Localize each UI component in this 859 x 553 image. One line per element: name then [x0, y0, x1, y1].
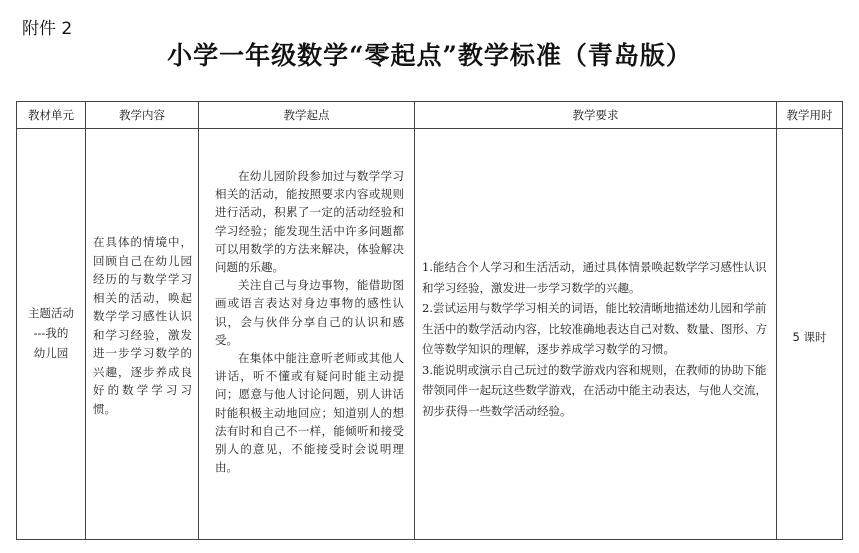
unit-line: ---我的	[33, 326, 69, 340]
attachment-label: 附件 2	[22, 19, 73, 39]
column-header-requirements: 教学要求	[415, 102, 777, 129]
unit-name	[21, 303, 81, 363]
requirement-item: 2.尝试运用与数学学习相关的词语，能比较清晰地描述幼儿园和学前生活中的数学活动内容，比较准确地表达自己对数、数量、图形、方位等数学知识的理解，逐步养成学习数学的习惯。	[422, 301, 767, 356]
column-header-starting-point: 教学起点	[199, 102, 415, 129]
cell-requirements	[415, 129, 777, 540]
column-header-content: 教学内容	[86, 102, 199, 129]
cell-unit	[17, 129, 86, 540]
document-title: 小学一年级数学“零起点”教学标准（青岛版）	[167, 41, 692, 70]
column-header-hours: 教学用时	[777, 102, 843, 129]
curriculum-table	[16, 101, 843, 540]
content-text: 在具体的情境中，回顾自己在幼儿园经历的与数学学习相关的活动，唤起数学学习感性认识和学习经验，激发进一步学习数学的兴趣，逐步养成良好的数学学习习惯。	[93, 235, 192, 416]
starting-point-paragraph: 关注自己与身边事物，能借助图画或语言表达对身边事物的感性认识，会与伙伴分享自己的认识和感受。	[215, 278, 404, 347]
requirement-item: 3.能说明或演示自己玩过的数学游戏内容和规则，在教师的协助下能带领同伴一起玩这些数学游戏，在活动中能主动表达，与他人交流，初步获得一些数学活动经验。	[422, 362, 767, 418]
starting-point-paragraph: 在集体中能注意听老师或其他人讲话，听不懂或有疑问时能主动提问；愿意与他人讨论问题，别人讲话时能积极主动地回应；知道别人的想法有时和自己不一样，能倾听和接受别人的意见，不能接受时会说明理由。	[215, 351, 404, 475]
column-header-unit: 教材单元	[17, 102, 86, 129]
unit-line: 主题活动	[28, 306, 74, 320]
table-row	[17, 129, 843, 540]
starting-point-paragraph: 在幼儿园阶段参加过与数学学习相关的活动，能按照要求内容或规则进行活动，积累了一定的活动经验和学习经验；能发现生活中许多问题都可以用数学的方法来解决，体验解决问题的乐趣。	[215, 169, 404, 275]
unit-line: 幼儿园	[33, 346, 69, 360]
cell-content	[86, 129, 199, 540]
table-header-row	[17, 102, 843, 129]
requirement-item: 1.能结合个人学习和生活活动，通过具体情景唤起数学学习感性认识和学习经验，激发进一步学习数学的兴趣。	[422, 260, 767, 295]
cell-hours	[777, 129, 843, 540]
cell-starting-point	[199, 129, 415, 540]
hours-value: 5 课时	[792, 330, 827, 344]
